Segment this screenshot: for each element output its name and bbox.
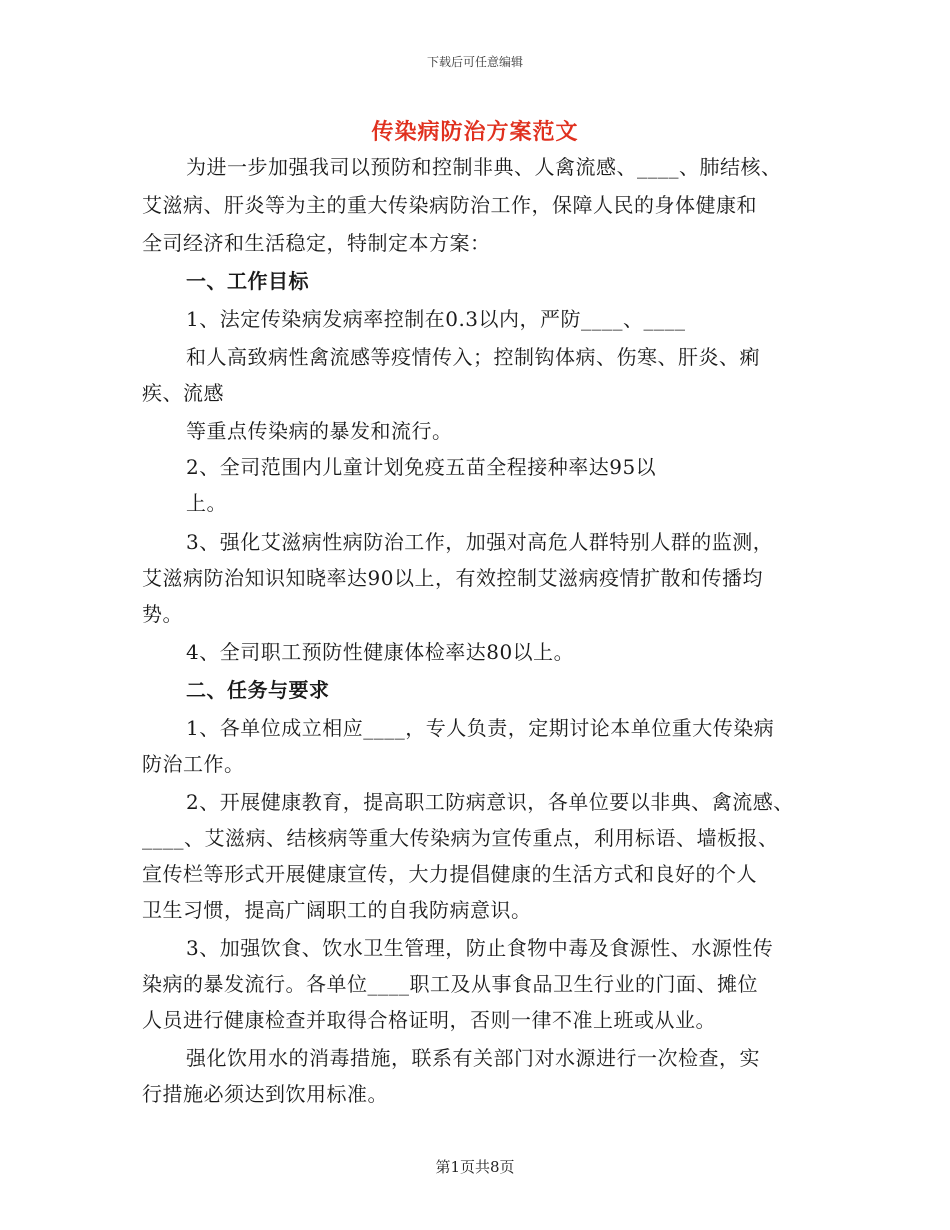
paragraph-line: ____、艾滋病、结核病等重大传染病为宣传重点，利用标语、墙板报、 xyxy=(142,826,779,850)
section-heading: 二、任务与要求 xyxy=(186,678,330,702)
paragraph-line: 疾、流感 xyxy=(142,381,224,405)
paragraph-line: 人员进行健康检查并取得合格证明，否则一律不准上班或从业。 xyxy=(142,1008,716,1032)
paragraph-line: 行措施必须达到饮用标准。 xyxy=(142,1082,388,1106)
paragraph-line: 4、全司职工预防性健康体检率达80以上。 xyxy=(186,640,575,664)
paragraph-line: 宣传栏等形式开展健康宣传，大力提倡健康的生活方式和良好的个人 xyxy=(142,862,757,886)
paragraph-line: 防治工作。 xyxy=(142,752,245,776)
paragraph-line: 3、加强饮食、饮水卫生管理，防止食物中毒及食源性、水源性传 xyxy=(186,936,774,960)
paragraph-line: 2、全司范围内儿童计划免疫五苗全程接种率达95以 xyxy=(186,455,657,479)
paragraph-line: 3、强化艾滋病性病防治工作，加强对高危人群特别人群的监测， xyxy=(186,530,774,554)
header-note: 下载后可任意编辑 xyxy=(426,55,523,69)
paragraph-line: 2、开展健康教育，提高职工防病意识，各单位要以非典、禽流感、 xyxy=(186,790,794,814)
paragraph-line: 染病的暴发流行。各单位____职工及从事食品卫生行业的门面、摊位 xyxy=(142,972,758,996)
paragraph-line: 1、各单位成立相应____，专人负责，定期讨论本单位重大传染病 xyxy=(186,716,775,740)
paragraph-line: 全司经济和生活稳定，特制定本方案： xyxy=(142,231,491,255)
paragraph-line: 为进一步加强我司以预防和控制非典、人禽流感、____、肺结核、 xyxy=(186,155,782,179)
paragraph-line: 强化饮用水的消毒措施，联系有关部门对水源进行一次检查，实 xyxy=(186,1046,760,1070)
paragraph-line: 和人高致病性禽流感等疫情传入；控制钩体病、伤寒、肝炎、痢 xyxy=(186,345,760,369)
paragraph-line: 上。 xyxy=(186,491,227,515)
paragraph-line: 势。 xyxy=(142,602,183,626)
document-title: 传染病防治方案范文 xyxy=(371,119,579,145)
paragraph-line: 1、法定传染病发病率控制在0.3以内，严防____、____ xyxy=(186,307,686,331)
page-number: 第1页共8页 xyxy=(435,1158,515,1176)
section-heading: 一、工作目标 xyxy=(186,269,309,293)
paragraph-line: 艾滋病、肝炎等为主的重大传染病防治工作，保障人民的身体健康和 xyxy=(142,193,757,217)
paragraph-line: 艾滋病防治知识知晓率达90以上，有效控制艾滋病疫情扩散和传播均 xyxy=(142,566,763,590)
paragraph-line: 等重点传染病的暴发和流行。 xyxy=(186,419,453,443)
paragraph-line: 卫生习惯，提高广阔职工的自我防病意识。 xyxy=(142,898,532,922)
